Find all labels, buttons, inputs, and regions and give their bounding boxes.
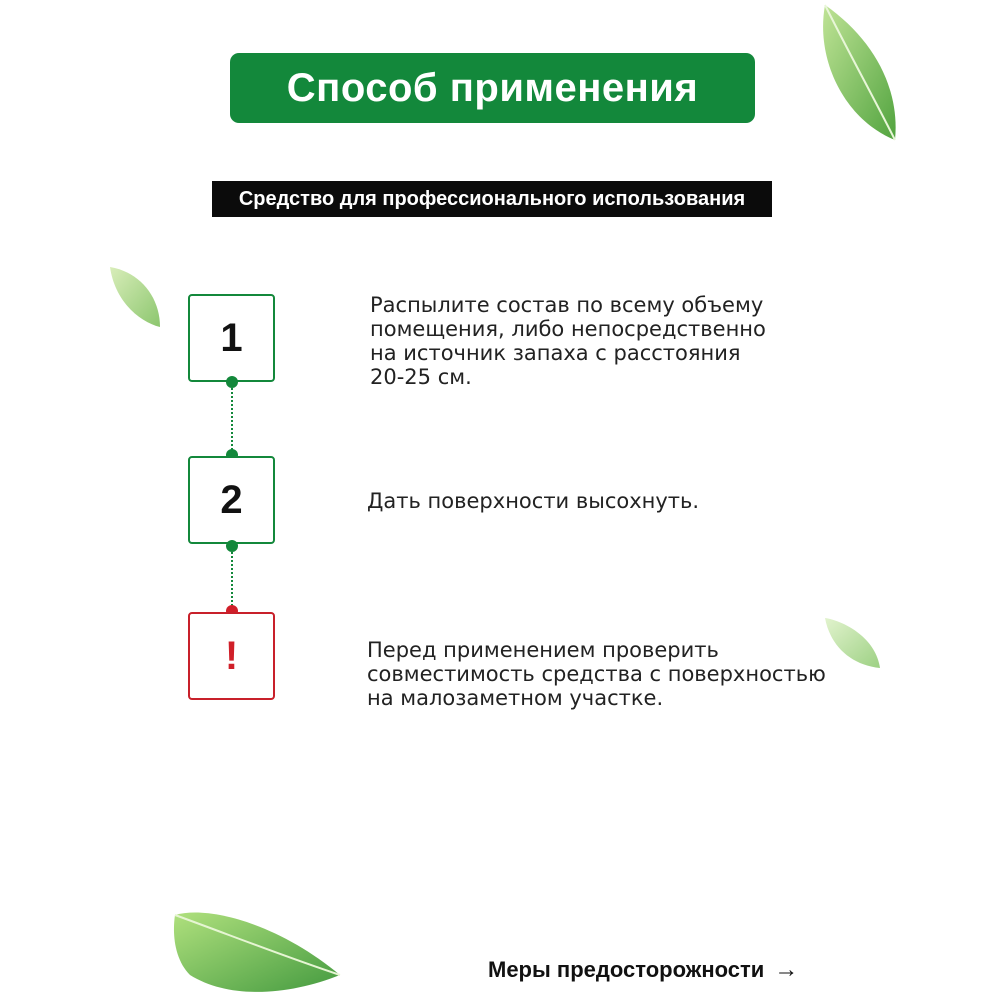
step-connector bbox=[231, 552, 233, 606]
step-connector bbox=[231, 388, 233, 454]
subtitle-badge: Средство для профессионального использования bbox=[212, 181, 772, 217]
arrow-right-icon: → bbox=[774, 956, 799, 983]
leaf-icon bbox=[105, 262, 165, 332]
step-2-marker: 2 bbox=[188, 456, 275, 544]
leaf-icon bbox=[820, 610, 885, 675]
connector-dot bbox=[226, 540, 238, 552]
page-title: Способ применения bbox=[230, 53, 755, 123]
warning-marker: ! bbox=[188, 612, 275, 700]
precautions-link[interactable] bbox=[488, 956, 798, 984]
leaf-icon bbox=[170, 905, 345, 1000]
step-1-marker: 1 bbox=[188, 294, 275, 382]
connector-dot bbox=[226, 376, 238, 388]
step-2-text: Дать поверхности высохнуть. bbox=[367, 489, 700, 513]
leaf-icon bbox=[815, 0, 900, 145]
step-1-text: Распылите состав по всему объему помещения, либо непосредственно на источник запаха с расстояния 20-25 см. bbox=[370, 293, 766, 389]
precautions-link-label: Меры предосторожности bbox=[488, 957, 765, 982]
warning-text: Перед применением проверить совместимость средства с поверхностью на малозаметном участке. bbox=[367, 638, 826, 710]
